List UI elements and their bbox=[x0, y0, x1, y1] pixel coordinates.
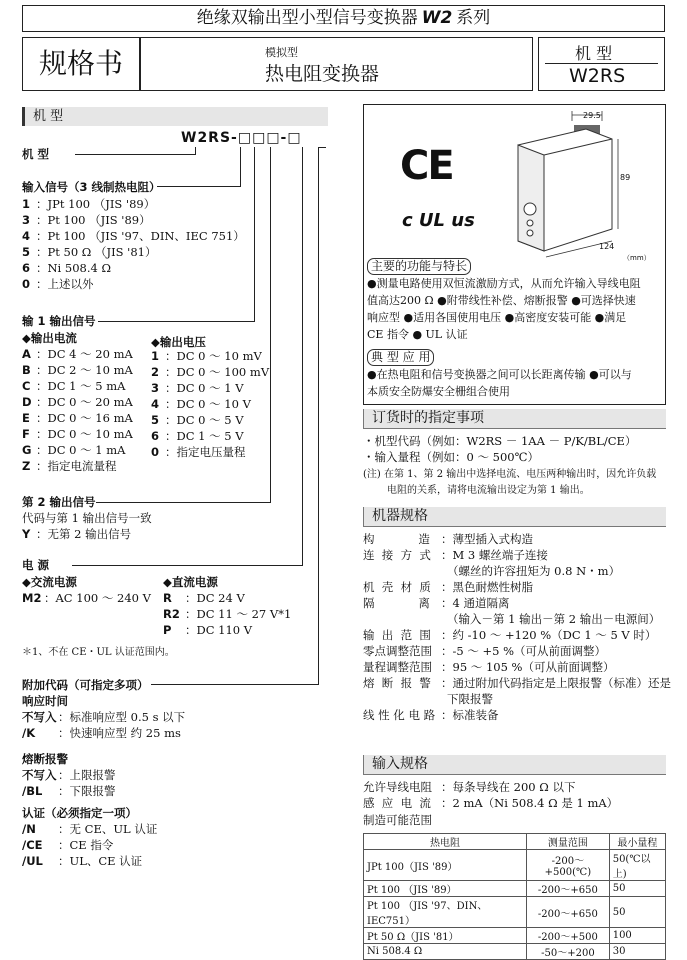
spec-row: 下限报警 bbox=[447, 692, 493, 706]
code-text: ：DC 0 ～ 16 mA bbox=[36, 411, 133, 425]
code-text: ：DC 0 ～ 1 V bbox=[165, 381, 244, 395]
table-cell: -50～+200 bbox=[527, 944, 610, 960]
code-text: ：DC 0 ～ 10 mA bbox=[36, 427, 133, 441]
connector-line bbox=[240, 147, 241, 187]
output1-title: 输 1 输出信号 bbox=[22, 314, 96, 328]
text-line: 值高达200 Ω ●附带线性补偿、熔断报警 ●可选择快速 bbox=[367, 294, 636, 307]
model-value: W2RS bbox=[569, 65, 626, 87]
code-value: D bbox=[22, 395, 32, 409]
text-line: ・机型代码（例如：W2RS － 1AA － P/K/BL/CE） bbox=[363, 434, 637, 448]
code-value: 3 bbox=[151, 381, 160, 395]
code-value: 1 bbox=[151, 349, 160, 363]
table-cell: -200～+650 bbox=[527, 897, 610, 928]
product-name: 热电阻变换器 bbox=[265, 63, 380, 85]
code-row bbox=[22, 212, 245, 228]
cert-list bbox=[22, 821, 157, 869]
spec-row: （输入－第 1 输出－第 2 输出－电源间） bbox=[447, 612, 661, 626]
code-row bbox=[163, 622, 291, 638]
code-text: ：JPt 100 （JIS '89） bbox=[36, 197, 156, 211]
model-label: 机 型 bbox=[22, 147, 50, 161]
table-cell: -200～+500(℃) bbox=[527, 850, 610, 881]
features-text bbox=[367, 275, 641, 343]
code-row bbox=[22, 346, 133, 362]
input-spec-rows bbox=[363, 779, 618, 811]
code-text: ：DC 1 ～ 5 V bbox=[165, 429, 244, 443]
code-value: /UL bbox=[22, 854, 43, 868]
spec-row: （螺丝的许容扭矩为 0.8 N・m） bbox=[447, 564, 621, 578]
code-value: 3 bbox=[22, 213, 31, 227]
code-value: P bbox=[163, 623, 172, 637]
code-value: /BL bbox=[22, 784, 43, 798]
code-text: ：标准响应型 0.5 s 以下 bbox=[58, 710, 186, 724]
code-value: 4 bbox=[22, 229, 31, 243]
code-row bbox=[22, 458, 133, 474]
connector-line bbox=[72, 565, 303, 566]
code-text: ：DC 0 ～ 10 V bbox=[165, 397, 251, 411]
code-text: ：DC 24 V bbox=[185, 591, 245, 605]
spec-row: 机 壳 材 质 ：黑色耐燃性树脂 bbox=[363, 580, 533, 594]
code-value: A bbox=[22, 347, 31, 361]
title-model: W2 bbox=[421, 8, 453, 28]
code-text: ：下限报警 bbox=[58, 784, 116, 798]
burnout-title: 熔断报警 bbox=[22, 752, 68, 766]
code-value: 6 bbox=[151, 429, 160, 443]
code-value: /K bbox=[22, 726, 36, 740]
text-line: ●测量电路使用双恒流激励方式，从而允许输入导线电阻 bbox=[367, 277, 641, 290]
table-header: 热电阻 bbox=[364, 834, 527, 850]
code-text: ：上限报警 bbox=[58, 768, 116, 782]
code-value: R bbox=[163, 591, 172, 605]
dim-height: 89 bbox=[620, 173, 631, 182]
code-text: ：UL、CE 认证 bbox=[58, 854, 143, 868]
table-cell: Pt 100 （JIS '89） bbox=[364, 881, 527, 897]
burnout-list bbox=[22, 767, 116, 799]
code-value: 5 bbox=[22, 245, 31, 259]
range-title: 制造可能范围 bbox=[363, 813, 432, 827]
spec-book-label: 规格书 bbox=[22, 37, 140, 91]
text-line: ・输入量程（例如：0 ～ 500℃） bbox=[363, 450, 539, 464]
applications-text bbox=[367, 366, 632, 400]
code-value: E bbox=[22, 411, 30, 425]
ac-title: ◆交流电源 bbox=[22, 575, 77, 589]
spec-row: 输 出 范 围 ：约 -10 ～ +120 %（DC 1 ～ 5 V 时） bbox=[363, 628, 657, 642]
code-text: ：Ni 508.4 Ω bbox=[36, 261, 112, 275]
code-text: ：DC 0 ～ 5 V bbox=[165, 413, 244, 427]
model-box bbox=[538, 37, 665, 91]
ul-mark: c UL us bbox=[402, 210, 475, 231]
sub-type: 模拟型 bbox=[265, 46, 298, 59]
power-title: 电 源 bbox=[22, 558, 50, 572]
table-cell: 30 bbox=[609, 944, 665, 960]
code-row bbox=[22, 837, 157, 853]
dc-title: ◆直流电源 bbox=[163, 575, 218, 589]
code-value: 1 bbox=[22, 197, 31, 211]
connector-line bbox=[195, 147, 196, 154]
code-row bbox=[22, 767, 116, 783]
code-text: ：上述以外 bbox=[36, 277, 94, 291]
product-box bbox=[363, 104, 666, 405]
table-cell: -200～+650 bbox=[527, 881, 610, 897]
input-spec-header: 输入规格 bbox=[363, 755, 666, 775]
spec-row: 感 应 电 流 ：2 mA（Ni 508.4 Ω 是 1 mA） bbox=[363, 796, 619, 810]
cert-title: 认证（必须指定一项） bbox=[22, 806, 137, 820]
table-row bbox=[364, 850, 666, 881]
title-text: 绝缘双输出型小型信号变换器 bbox=[196, 8, 418, 28]
page-title bbox=[22, 5, 665, 32]
output2-line2: Y ：无第 2 输出信号 bbox=[22, 527, 132, 541]
code-text: ：指定电压量程 bbox=[165, 445, 246, 459]
code-text: ：DC 4 ～ 20 mA bbox=[36, 347, 133, 361]
spec-row: 零点调整范围 ：-5 ～ +5 %（可从前面调整） bbox=[363, 644, 607, 658]
code-value: 不写入 bbox=[22, 768, 57, 782]
range-table bbox=[363, 833, 666, 960]
code-value: /N bbox=[22, 822, 36, 836]
table-cell: 50(℃以上) bbox=[609, 850, 665, 881]
device-spec-header: 机器规格 bbox=[363, 507, 666, 527]
title-suffix: 系列 bbox=[456, 8, 491, 28]
dim-unit: （mm） bbox=[623, 254, 651, 262]
current-title: ◆输出电流 bbox=[22, 331, 77, 345]
table-cell: Pt 50 Ω（JIS '81） bbox=[364, 928, 527, 944]
table-cell: 50 bbox=[609, 897, 665, 928]
table-row bbox=[364, 944, 666, 960]
table-header: 最小量程 bbox=[609, 834, 665, 850]
code-value: 0 bbox=[22, 277, 31, 291]
spec-row: 构 造 ：薄型插入式构造 bbox=[363, 532, 533, 546]
ordering-note: (注) 在第 1、第 2 输出中选择电流、电压两种输出时，因允许负载 电阻的关系，请将电流输出设定为第 1 输出。 bbox=[363, 469, 657, 496]
text-line: ●在热电阻和信号变换器之间可以长距离传输 ●可以与 bbox=[367, 368, 632, 381]
response-title: 响应时间 bbox=[22, 694, 68, 708]
connector-line bbox=[302, 147, 303, 566]
code-text: ：DC 2 ～ 10 mA bbox=[36, 363, 133, 377]
table-cell: JPt 100（JIS '89） bbox=[364, 850, 527, 881]
table-cell: Pt 100 （JIS '97、DIN、IEC751） bbox=[364, 897, 527, 928]
connector-line bbox=[318, 147, 319, 685]
code-row bbox=[22, 590, 151, 606]
code-text: ：CE 指令 bbox=[58, 838, 114, 852]
code-value: M2 bbox=[22, 591, 42, 605]
code-text: ：无 CE、UL 认证 bbox=[58, 822, 158, 836]
model-code: W2RS-□□□-□ bbox=[181, 130, 302, 146]
code-row bbox=[22, 821, 157, 837]
code-row bbox=[22, 783, 116, 799]
code-row bbox=[151, 348, 269, 364]
code-row bbox=[22, 442, 133, 458]
spec-row: 连 接 方 式 ：M 3 螺丝端子连接 bbox=[363, 548, 548, 562]
spec-row: 熔 断 报 警 ：通过附加代码指定是上限报警（标准）还是 bbox=[363, 676, 671, 690]
product-name-box bbox=[140, 37, 533, 91]
spec-row: 量程调整范围 ：95 ～ 105 %（可从前面调整） bbox=[363, 660, 615, 674]
code-row bbox=[151, 412, 269, 428]
connector-line bbox=[270, 147, 271, 503]
ordering-header: 订货时的指定事项 bbox=[363, 409, 666, 429]
code-row bbox=[151, 396, 269, 412]
features-title: 主要的功能与特长 bbox=[367, 258, 471, 275]
code-row bbox=[163, 606, 291, 622]
code-text: ：DC 0 ～ 10 mV bbox=[165, 349, 262, 363]
code-row bbox=[22, 244, 245, 260]
code-value: 0 bbox=[151, 445, 160, 459]
applications-title: 典 型 应 用 bbox=[367, 349, 434, 366]
voltage-list bbox=[151, 348, 269, 460]
connector-line bbox=[98, 321, 255, 322]
code-row bbox=[151, 444, 269, 460]
code-row bbox=[22, 228, 245, 244]
text-line: CE 指令 ● UL 认证 bbox=[367, 328, 468, 341]
code-text: ：DC 0 ～ 1 mA bbox=[36, 443, 126, 457]
code-row bbox=[22, 725, 185, 741]
code-text: ：指定电流量程 bbox=[36, 459, 117, 473]
code-row bbox=[151, 428, 269, 444]
text-line: 响应型 ●适用各国使用电压 ●高密度安装可能 ●满足 bbox=[367, 311, 627, 324]
code-text: ：DC 1 ～ 5 mA bbox=[36, 379, 126, 393]
dim-depth: 124 bbox=[599, 242, 615, 251]
table-row bbox=[364, 897, 666, 928]
code-value: Z bbox=[22, 459, 31, 473]
text-line: 本质安全防爆安全栅组合使用 bbox=[367, 385, 510, 398]
code-value: 6 bbox=[22, 261, 31, 275]
code-text: ：Pt 100 （JIS '97、DIN、IEC 751） bbox=[36, 229, 245, 243]
dc-list bbox=[163, 590, 291, 638]
connector-line bbox=[75, 154, 196, 155]
table-header: 测量范围 bbox=[527, 834, 610, 850]
ac-list bbox=[22, 590, 151, 606]
table-cell: 50 bbox=[609, 881, 665, 897]
code-value: C bbox=[22, 379, 31, 393]
spec-row: 隔 离 ：4 通道隔离 bbox=[363, 596, 510, 610]
table-row bbox=[364, 881, 666, 897]
input-signal-title: 输入信号（3 线制热电阻） bbox=[22, 180, 161, 194]
product-drawing bbox=[504, 109, 664, 259]
input-signal-list bbox=[22, 196, 245, 292]
spec-row: 线 性 化 电 路 ：标准装备 bbox=[363, 708, 499, 722]
code-value: G bbox=[22, 443, 32, 457]
code-row bbox=[22, 394, 133, 410]
code-text: ：DC 0 ～ 20 mA bbox=[36, 395, 133, 409]
code-row bbox=[22, 362, 133, 378]
current-list bbox=[22, 346, 133, 474]
ordering-lines bbox=[363, 433, 636, 465]
code-text: ：DC 0 ～ 100 mV bbox=[165, 365, 270, 379]
model-label: 机 型 bbox=[575, 44, 613, 63]
power-note: ＊1、不在 CE・UL 认证范围内。 bbox=[22, 647, 175, 658]
code-row bbox=[22, 709, 185, 725]
code-row bbox=[22, 410, 133, 426]
code-value: F bbox=[22, 427, 30, 441]
code-row bbox=[163, 590, 291, 606]
code-row bbox=[151, 380, 269, 396]
spec-row: 允许导线电阻 ：每条导线在 200 Ω 以下 bbox=[363, 780, 576, 794]
output2-title: 第 2 输出信号 bbox=[22, 495, 96, 509]
code-value: 4 bbox=[151, 397, 160, 411]
response-list bbox=[22, 709, 185, 741]
table-cell: -200～+500 bbox=[527, 928, 610, 944]
table-cell: 100 bbox=[609, 928, 665, 944]
code-row bbox=[22, 196, 245, 212]
dim-width: 29.5 bbox=[583, 111, 601, 120]
code-row bbox=[151, 364, 269, 380]
connector-line bbox=[96, 502, 271, 503]
code-text: ：DC 11 ～ 27 V*1 bbox=[185, 607, 292, 621]
connector-line bbox=[151, 684, 319, 685]
code-value: /CE bbox=[22, 838, 43, 852]
ce-mark: CE bbox=[400, 143, 453, 189]
output2-line1: 代码与第 1 输出信号一致 bbox=[22, 511, 152, 525]
code-row bbox=[22, 378, 133, 394]
options-title: 附加代码（可指定多项） bbox=[22, 678, 149, 692]
code-text: ：Pt 100 （JIS '89） bbox=[36, 213, 151, 227]
code-text: ：DC 110 V bbox=[185, 623, 253, 637]
connector-line bbox=[157, 186, 241, 187]
voltage-title: ◆输出电压 bbox=[151, 335, 206, 349]
code-text: ：Pt 50 Ω （JIS '81） bbox=[36, 245, 157, 259]
code-value: 不写入 bbox=[22, 710, 57, 724]
table-cell: Ni 508.4 Ω bbox=[364, 944, 527, 960]
code-text: ：AC 100 ～ 240 V bbox=[44, 591, 151, 605]
code-value: B bbox=[22, 363, 31, 377]
connector-line bbox=[254, 147, 255, 322]
code-value: 2 bbox=[151, 365, 160, 379]
code-row bbox=[22, 260, 245, 276]
device-spec-rows bbox=[363, 531, 671, 723]
connector-line bbox=[318, 147, 326, 148]
table-row bbox=[364, 928, 666, 944]
code-value: R2 bbox=[163, 607, 180, 621]
code-value: 5 bbox=[151, 413, 160, 427]
model-section-header: 机 型 bbox=[22, 107, 328, 126]
code-text: ：快速响应型 约 25 ms bbox=[58, 726, 181, 740]
code-row bbox=[22, 276, 245, 292]
code-row bbox=[22, 853, 157, 869]
code-row bbox=[22, 426, 133, 442]
